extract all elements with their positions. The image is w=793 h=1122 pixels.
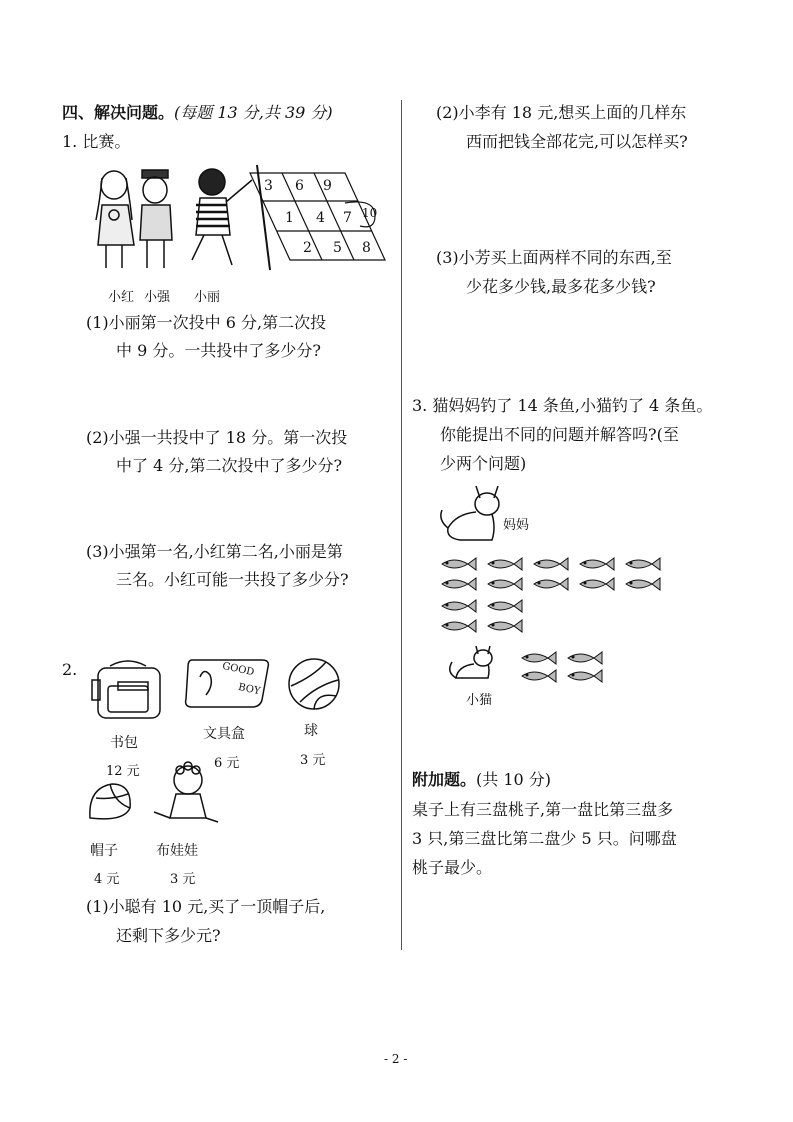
section-heading [62, 103, 333, 123]
column-divider [401, 100, 402, 950]
q1-sub1-line1: (1)小丽第一次投中 6 分,第二次投 [86, 313, 327, 332]
kitten-fish [568, 652, 602, 664]
bonus-title: 附加题。 [412, 770, 477, 789]
page-number: - 2 - [384, 1052, 408, 1066]
kid-xiaoqiang-figure [140, 170, 172, 268]
target-num-10: 10 [362, 206, 378, 220]
q2-sub1-line2: 还剩下多少元? [116, 926, 221, 945]
q1-sub3-line2: 三名。小红可能一共投了多少分? [116, 570, 349, 589]
q2-sub3-line2: 少花多少钱,最多花多少钱? [466, 277, 656, 296]
mother-fish [442, 558, 476, 570]
bonus-line1: 桌子上有三盘桃子,第一盘比第三盘多 [412, 800, 674, 819]
pencil-box-text-good: GOOD [221, 660, 256, 679]
bonus-heading [412, 770, 551, 790]
bonus-points: (共 10 分) [476, 770, 552, 789]
mother-cat-label: 妈妈 [503, 518, 530, 533]
item-price-ball: 3 元 [300, 753, 326, 768]
mother-fish [626, 558, 660, 570]
q1-sub3-line1: (3)小强第一名,小红第二名,小丽是第 [86, 542, 343, 561]
q3-line3: 少两个问题) [440, 454, 527, 473]
mother-fish [580, 578, 614, 590]
kid-label-xiaohong: 小红 [108, 290, 135, 305]
kitten-fish [522, 670, 556, 682]
q1-sub2-line2: 中了 4 分,第二次投中了多少分? [116, 456, 343, 475]
mother-cat-icon [436, 480, 506, 546]
kitten-label: 小猫 [466, 693, 493, 708]
target-num-8: 8 [362, 240, 371, 256]
kid-label-xiaoqiang: 小强 [144, 290, 171, 305]
mother-fish [488, 600, 522, 612]
target-num-1: 1 [285, 210, 294, 226]
q2-number: 2. [62, 660, 78, 679]
target-num-2: 2 [303, 240, 312, 256]
kitten-fish [568, 670, 602, 682]
target-num-3: 3 [264, 178, 273, 194]
mother-fish [534, 578, 568, 590]
item-price-pencilbox: 6 元 [214, 756, 240, 771]
section-points: (每题 13 分,共 39 分) [174, 103, 333, 122]
target-num-7: 7 [343, 210, 352, 226]
pencil-box-text-boy: BOY [237, 681, 262, 698]
kid-xiaohong-figure [96, 171, 134, 268]
item-label-ball: 球 [304, 723, 318, 739]
mother-fish [442, 600, 476, 612]
kids-illustration [92, 160, 267, 275]
ball-icon [286, 656, 342, 712]
item-label-doll: 布娃娃 [156, 843, 198, 859]
q2-sub1-line1: (1)小聪有 10 元,买了一顶帽子后, [86, 897, 326, 916]
q1-sub1-line2: 中 9 分。一共投中了多少分? [116, 341, 321, 360]
mother-fish [488, 620, 522, 632]
mother-fish [488, 558, 522, 570]
mother-fish [626, 578, 660, 590]
q3-line2: 你能提出不同的问题并解答吗?(至 [440, 425, 679, 444]
item-price-cap: 4 元 [94, 872, 120, 887]
cap-icon [84, 778, 134, 830]
item-price-doll: 3 元 [170, 872, 196, 887]
q2-sub3-line1: (3)小芳买上面两样不同的东西,至 [436, 248, 672, 267]
target-num-9: 9 [323, 178, 332, 194]
kid-label-xiaoli: 小丽 [194, 290, 221, 305]
kitten-icon [444, 642, 494, 684]
mother-fish [534, 558, 568, 570]
q2-sub2-line1: (2)小李有 18 元,想买上面的几样东 [436, 103, 687, 122]
kid-xiaoli-figure [192, 169, 252, 265]
mother-fish [580, 558, 614, 570]
q2-sub2-line2: 西而把钱全部花完,可以怎样买? [466, 132, 688, 151]
schoolbag-icon [88, 658, 168, 722]
bonus-line3: 桃子最少。 [412, 858, 493, 877]
item-price-schoolbag: 12 元 [106, 764, 140, 779]
doll-icon [150, 760, 220, 830]
item-label-pencilbox: 文具盒 [203, 726, 245, 742]
q1-sub2-line1: (2)小强一共投中了 18 分。第一次投 [86, 428, 348, 447]
bonus-line2: 3 只,第三盘比第二盘少 5 只。问哪盘 [412, 829, 677, 848]
item-label-schoolbag: 书包 [110, 735, 138, 751]
mother-fish [442, 620, 476, 632]
q1-title: 1. 比赛。 [62, 132, 131, 151]
target-num-4: 4 [316, 210, 325, 226]
mother-fish [442, 578, 476, 590]
item-label-cap: 帽子 [90, 843, 118, 859]
q3-line1: 3. 猫妈妈钓了 14 条鱼,小猫钓了 4 条鱼。 [412, 396, 713, 415]
kitten-fish [522, 652, 556, 664]
section-title: 四、解决问题。 [62, 103, 175, 122]
target-num-6: 6 [295, 178, 304, 194]
target-num-5: 5 [333, 240, 342, 256]
mother-fish [488, 578, 522, 590]
